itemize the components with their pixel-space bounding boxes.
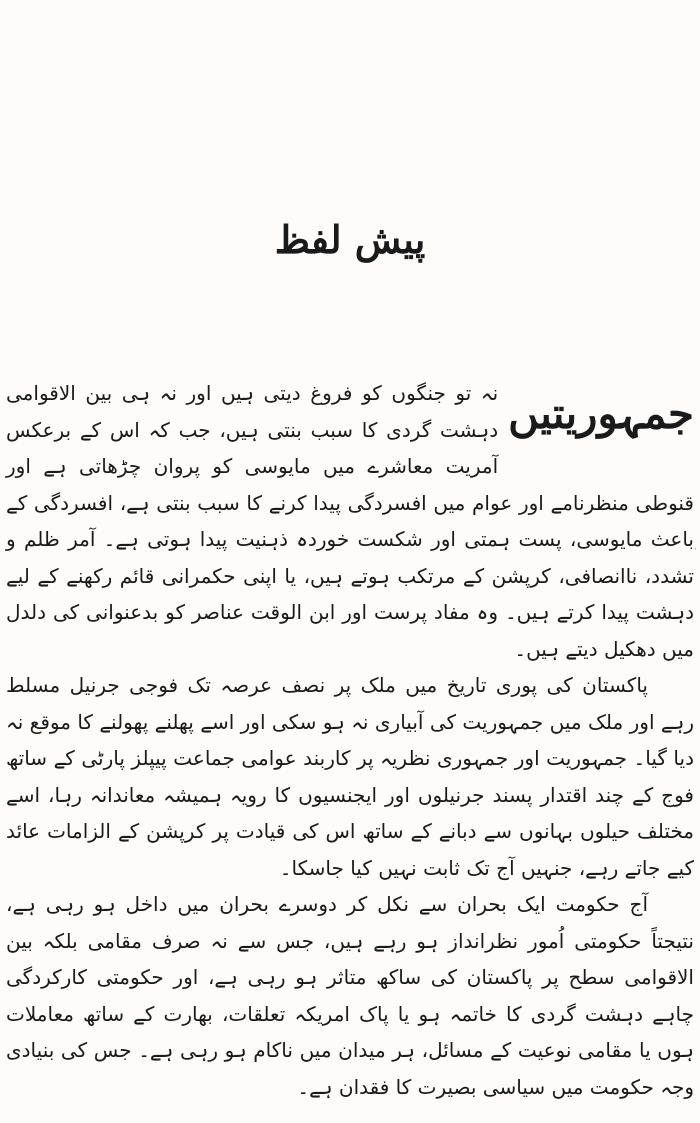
paragraph-3: آج حکومت ایک بحران سے نکل کر دوسرے بحران میں داخل ہو رہی ہے، نتیجتاً حکومتی اُمور نظرانداز ہو رہے ہیں، جس سے نہ صرف مقامی بلکہ بین الاقوامی سطح پر پاکستان کی ساکھ متاثر ہو رہی ہے، اور حکومتی کارکردگی چاہے دہشت گردی کا خاتمہ ہو یا پاک امریکہ تعلقات، بھارت کے ساتھ معاملات ہوں یا مقامی نوعیت کے مسائل، ہر میدان میں ناکام ہو رہی ہے۔ جس کی بنیادی وجہ حکومت میں سیاسی بصیرت کا فقدان ہے۔ (6, 892, 694, 1099)
drop-cap-word: جمہوریتیں (508, 389, 694, 438)
paragraph-1-text: نہ تو جنگوں کو فروغ دیتی ہیں اور نہ ہی بین الاقوامی دہشت گردی کا سبب بنتی ہیں، جب کہ اس کے برعکس آمریت معاشرے میں مایوسی کو پروان چڑھاتی ہے اور قنوطی منظرنامے اور عوام میں افسردگی پیدا کرنے کا سبب بنتی ہے، افسردگی کے باعث مایوسی، پست ہمتی اور شکست خوردہ ذہنیت پیدا ہوتی ہے۔ آمر ظلم و تشدد، ناانصافی، کرپشن کے مرتکب ہوتے ہیں، یا اپنی حکمرانی قائم رکھنے کے لیے دہشت پیدا کرتے ہیں۔ وہ مفاد پرست اور ابن الوقت عناصر کو بدعنوانی کی دلدل میں دھکیل دیتے ہیں۔ (6, 381, 694, 661)
paragraph-2: پاکستان کی پوری تاریخ میں ملک پر نصف عرصہ تک فوجی جرنیل مسلط رہے اور ملک میں جمہوریت کی آبیاری نہ ہو سکی اور اسے پھلنے پھولنے کا موقع نہ دیا گیا۔ جمہوریت اور جمہوری نظریہ پر کاربند عوامی جماعت پیپلز پارٹی کے ساتھ فوج کے چند اقتدار پسند جرنیلوں اور ایجنسیوں کا رویہ ہمیشہ معاندانہ رہا، اسے مختلف حیلوں بہانوں سے دبانے کے ساتھ اس کی قیادت پر کرپشن کے الزامات عائد کیے جاتے رہے، جنہیں آج تک ثابت نہیں کیا جاسکا۔ (6, 673, 694, 880)
paragraph-1 (6, 375, 694, 667)
page-title: پیش لفظ (274, 217, 426, 262)
margin-mark: · (694, 545, 697, 555)
body-text (6, 375, 694, 1105)
